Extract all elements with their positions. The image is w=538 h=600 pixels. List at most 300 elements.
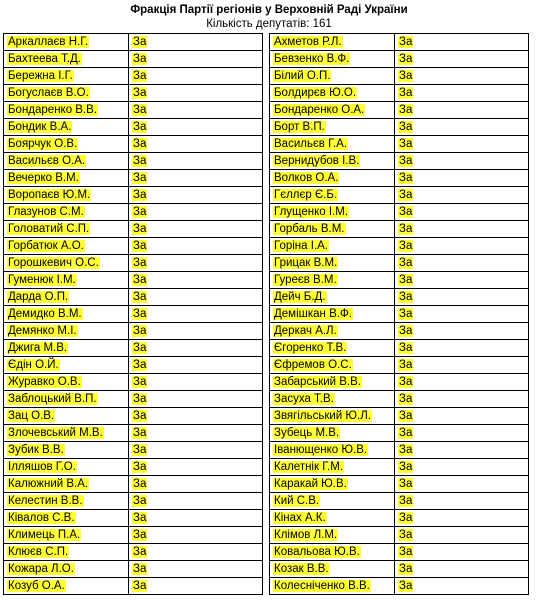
- vote-cell: [395, 323, 529, 340]
- table-row: [4, 306, 263, 323]
- vote-value: За: [133, 546, 147, 558]
- deputy-name-cell: [270, 34, 395, 51]
- vote-value: За: [399, 410, 413, 422]
- deputy-name: Єфремов О.С.: [274, 359, 352, 371]
- deputy-name: Кожара Л.О.: [8, 563, 74, 575]
- table-row: [270, 119, 529, 136]
- deputy-name-cell: [4, 136, 129, 153]
- vote-value: За: [399, 53, 413, 65]
- vote-value: За: [399, 308, 413, 320]
- vote-value: За: [399, 359, 413, 371]
- vote-value: За: [399, 325, 413, 337]
- deputy-name-cell: [270, 204, 395, 221]
- vote-value: За: [399, 189, 413, 201]
- deputy-name: Головатий С.П.: [8, 223, 90, 235]
- deputy-name-cell: [4, 408, 129, 425]
- deputy-name: Зубець М.В.: [274, 427, 340, 439]
- vote-value: За: [133, 410, 147, 422]
- table-row: [4, 442, 263, 459]
- left-vote-table: [3, 33, 263, 595]
- deputy-name-cell: [270, 391, 395, 408]
- vote-value: За: [399, 393, 413, 405]
- vote-cell: [129, 578, 263, 595]
- table-row: [4, 272, 263, 289]
- table-row: [4, 136, 263, 153]
- table-row: [270, 340, 529, 357]
- deputy-name: Васильєв Г.А.: [274, 138, 347, 150]
- table-row: [270, 578, 529, 595]
- deputy-name: Бахтеева Т.Д.: [8, 53, 81, 65]
- table-row: [4, 204, 263, 221]
- table-row: [270, 442, 529, 459]
- vote-value: За: [399, 36, 413, 48]
- deputy-name-cell: [270, 425, 395, 442]
- deputy-name: Болдирєв Ю.О.: [274, 87, 357, 99]
- vote-value: За: [399, 274, 413, 286]
- vote-cell: [129, 187, 263, 204]
- right-vote-table: [269, 33, 529, 595]
- deputy-name: Кінах А.К.: [274, 512, 326, 524]
- deputy-name: Клімов Л.М.: [274, 529, 338, 541]
- vote-cell: [395, 340, 529, 357]
- deputy-name-cell: [4, 527, 129, 544]
- vote-cell: [129, 374, 263, 391]
- vote-cell: [395, 527, 529, 544]
- vote-cell: [395, 493, 529, 510]
- deputy-name-cell: [270, 170, 395, 187]
- deputy-name-cell: [4, 221, 129, 238]
- vote-value: За: [399, 240, 413, 252]
- vote-cell: [395, 119, 529, 136]
- vote-cell: [129, 255, 263, 272]
- vote-cell: [129, 289, 263, 306]
- deputy-name-cell: [4, 374, 129, 391]
- vote-value: За: [399, 291, 413, 303]
- vote-value: За: [399, 87, 413, 99]
- table-row: [4, 493, 263, 510]
- deputy-name: Забарський В.В.: [274, 376, 362, 388]
- deputy-name-cell: [4, 153, 129, 170]
- table-row: [4, 289, 263, 306]
- deputy-name-cell: [270, 561, 395, 578]
- vote-value: За: [133, 427, 147, 439]
- vote-cell: [129, 102, 263, 119]
- table-row: [4, 510, 263, 527]
- deputy-count: Кількість депутатів: 161: [206, 18, 332, 30]
- vote-cell: [395, 425, 529, 442]
- vote-value: За: [133, 291, 147, 303]
- table-row: [4, 153, 263, 170]
- deputy-name: Бондаренко О.А.: [274, 104, 365, 116]
- vote-cell: [129, 476, 263, 493]
- deputy-name: Волков О.А.: [274, 172, 339, 184]
- vote-value: За: [133, 495, 147, 507]
- vote-value: За: [399, 104, 413, 116]
- table-row: [270, 102, 529, 119]
- deputy-name-cell: [270, 527, 395, 544]
- vote-value: За: [133, 172, 147, 184]
- vote-cell: [395, 136, 529, 153]
- table-row: [270, 374, 529, 391]
- deputy-name-cell: [270, 510, 395, 527]
- vote-cell: [395, 272, 529, 289]
- table-row: [270, 68, 529, 85]
- vote-cell: [129, 340, 263, 357]
- table-row: [4, 408, 263, 425]
- vote-cell: [129, 459, 263, 476]
- deputy-name-cell: [4, 85, 129, 102]
- deputy-name-cell: [270, 442, 395, 459]
- vote-value: За: [133, 393, 147, 405]
- vote-value: За: [133, 529, 147, 541]
- table-row: [4, 238, 263, 255]
- vote-cell: [395, 51, 529, 68]
- vote-value: За: [399, 172, 413, 184]
- vote-cell: [395, 85, 529, 102]
- deputy-name-cell: [4, 340, 129, 357]
- table-row: [4, 68, 263, 85]
- deputy-name: Єдін О.Й.: [8, 359, 59, 371]
- vote-cell: [129, 51, 263, 68]
- vote-value: За: [133, 121, 147, 133]
- vote-value: За: [399, 512, 413, 524]
- deputy-name: Дарда О.П.: [8, 291, 69, 303]
- vote-cell: [129, 221, 263, 238]
- vote-value: За: [399, 121, 413, 133]
- vote-cell: [129, 85, 263, 102]
- deputy-name: Ілляшов Г.О.: [8, 461, 76, 473]
- vote-value: За: [133, 189, 147, 201]
- vote-value: За: [133, 155, 147, 167]
- table-row: [4, 357, 263, 374]
- deputy-name-cell: [270, 187, 395, 204]
- vote-cell: [129, 153, 263, 170]
- vote-value: За: [399, 427, 413, 439]
- deputy-name-cell: [4, 561, 129, 578]
- vote-value: За: [133, 87, 147, 99]
- deputy-name: Деркач А.Л.: [274, 325, 337, 337]
- deputy-name: Засуха Т.В.: [274, 393, 334, 405]
- deputy-name: Калетнік Г.М.: [274, 461, 344, 473]
- vote-cell: [129, 544, 263, 561]
- table-row: [4, 323, 263, 340]
- deputy-name: Богуслаєв В.О.: [8, 87, 89, 99]
- deputy-name: Борт В.П.: [274, 121, 325, 133]
- table-row: [4, 578, 263, 595]
- table-row: [4, 51, 263, 68]
- deputy-name: Калюжний В.А.: [8, 478, 89, 490]
- vote-cell: [129, 442, 263, 459]
- vote-cell: [395, 68, 529, 85]
- vote-cell: [129, 510, 263, 527]
- vote-value: За: [399, 478, 413, 490]
- deputy-name-cell: [270, 85, 395, 102]
- vote-value: За: [133, 36, 147, 48]
- vote-cell: [395, 544, 529, 561]
- vote-cell: [129, 136, 263, 153]
- vote-value: За: [399, 376, 413, 388]
- vote-cell: [129, 357, 263, 374]
- deputy-name-cell: [270, 255, 395, 272]
- table-row: [270, 51, 529, 68]
- table-row: [4, 102, 263, 119]
- deputy-name: Глущенко І.М.: [274, 206, 349, 218]
- table-row: [4, 561, 263, 578]
- deputy-name: Бондаренко В.В.: [8, 104, 98, 116]
- deputy-name: Боярчук О.В.: [8, 138, 78, 150]
- vote-cell: [129, 119, 263, 136]
- deputy-name-cell: [4, 34, 129, 51]
- vote-cell: [395, 170, 529, 187]
- table-row: [4, 391, 263, 408]
- table-row: [270, 238, 529, 255]
- table-row: [270, 34, 529, 51]
- deputy-name: Горіна І.А.: [274, 240, 329, 252]
- deputy-name-cell: [270, 102, 395, 119]
- vote-value: За: [399, 580, 413, 592]
- vote-cell: [395, 578, 529, 595]
- deputy-name-cell: [270, 136, 395, 153]
- vote-value: За: [133, 444, 147, 456]
- vote-cell: [395, 34, 529, 51]
- deputy-name-cell: [4, 510, 129, 527]
- deputy-name-cell: [270, 493, 395, 510]
- deputy-name: Козуб О.А.: [8, 580, 65, 592]
- deputy-name: Клюєв С.П.: [8, 546, 69, 558]
- vote-value: За: [133, 478, 147, 490]
- deputy-name-cell: [270, 306, 395, 323]
- deputy-name: Заблоцький В.П.: [8, 393, 97, 405]
- deputy-name: Каракай Ю.В.: [274, 478, 347, 490]
- vote-value: За: [133, 240, 147, 252]
- table-row: [270, 459, 529, 476]
- deputy-name: Горбаль В.М.: [274, 223, 345, 235]
- vote-value: За: [133, 359, 147, 371]
- deputy-name-cell: [270, 374, 395, 391]
- vote-cell: [395, 510, 529, 527]
- deputy-name: Бевзенко В.Ф.: [274, 53, 350, 65]
- vote-cell: [395, 187, 529, 204]
- table-row: [270, 170, 529, 187]
- vote-value: За: [399, 495, 413, 507]
- table-row: [270, 255, 529, 272]
- vote-cell: [129, 170, 263, 187]
- table-row: [4, 170, 263, 187]
- deputy-name: Звягільський Ю.Л.: [274, 410, 371, 422]
- vote-cell: [395, 238, 529, 255]
- vote-cell: [129, 238, 263, 255]
- deputy-name: Воропаєв Ю.М.: [8, 189, 91, 201]
- deputy-name-cell: [270, 476, 395, 493]
- deputy-name-cell: [4, 357, 129, 374]
- vote-cell: [129, 272, 263, 289]
- table-row: [270, 408, 529, 425]
- vote-cell: [395, 204, 529, 221]
- vote-value: За: [399, 546, 413, 558]
- deputy-name: Аркаллаєв Н.Г.: [8, 36, 89, 48]
- table-row: [4, 119, 263, 136]
- deputy-name: Гєллєр Є.Б.: [274, 189, 338, 201]
- deputy-name-cell: [4, 493, 129, 510]
- deputy-name: Вечерко В.М.: [8, 172, 79, 184]
- deputy-name: Вернидубов І.В.: [274, 155, 360, 167]
- table-row: [4, 459, 263, 476]
- deputy-name: Злочевський М.В.: [8, 427, 103, 439]
- deputy-name: Демянко М.І.: [8, 325, 77, 337]
- table-row: [4, 527, 263, 544]
- deputy-name: Глазунов С.М.: [8, 206, 84, 218]
- table-row: [270, 204, 529, 221]
- vote-cell: [129, 306, 263, 323]
- deputy-name-cell: [270, 272, 395, 289]
- table-row: [270, 476, 529, 493]
- vote-cell: [395, 221, 529, 238]
- table-row: [4, 187, 263, 204]
- deputy-name-cell: [4, 187, 129, 204]
- vote-tables: [0, 33, 538, 593]
- table-row: [270, 289, 529, 306]
- deputy-name-cell: [4, 391, 129, 408]
- deputy-name: Білий О.П.: [274, 70, 331, 82]
- vote-value: За: [133, 223, 147, 235]
- deputy-name-cell: [4, 459, 129, 476]
- table-row: [270, 425, 529, 442]
- deputy-name: Зац О.В.: [8, 410, 55, 422]
- deputy-name: Ківалов С.В.: [8, 512, 75, 524]
- deputy-name-cell: [4, 425, 129, 442]
- table-row: [270, 221, 529, 238]
- deputy-name-cell: [270, 459, 395, 476]
- vote-value: За: [133, 138, 147, 150]
- deputy-name-cell: [270, 408, 395, 425]
- table-row: [4, 374, 263, 391]
- vote-cell: [129, 493, 263, 510]
- vote-value: За: [399, 342, 413, 354]
- deputy-name: Горбатюк А.О.: [8, 240, 84, 252]
- vote-value: За: [133, 70, 147, 82]
- deputy-name: Васильєв О.А.: [8, 155, 86, 167]
- deputy-name: Ахметов Р.Л.: [274, 36, 342, 48]
- vote-value: За: [133, 325, 147, 337]
- deputy-name: Зубик В.В.: [8, 444, 64, 456]
- table-row: [270, 272, 529, 289]
- deputy-name-cell: [270, 289, 395, 306]
- table-row: [270, 136, 529, 153]
- vote-cell: [395, 442, 529, 459]
- deputy-name-cell: [4, 306, 129, 323]
- vote-cell: [129, 323, 263, 340]
- table-row: [270, 153, 529, 170]
- deputy-name: Іванющенко Ю.В.: [274, 444, 368, 456]
- vote-cell: [129, 34, 263, 51]
- vote-value: За: [399, 529, 413, 541]
- vote-cell: [395, 306, 529, 323]
- deputy-name-cell: [270, 340, 395, 357]
- deputy-name: Єгоренко Т.В.: [274, 342, 347, 354]
- vote-value: За: [133, 104, 147, 116]
- deputy-name-cell: [270, 221, 395, 238]
- deputy-name-cell: [4, 476, 129, 493]
- table-row: [270, 561, 529, 578]
- deputy-name-cell: [4, 204, 129, 221]
- vote-value: За: [399, 461, 413, 473]
- table-row: [4, 85, 263, 102]
- table-row: [270, 544, 529, 561]
- vote-value: За: [399, 444, 413, 456]
- vote-value: За: [399, 155, 413, 167]
- deputy-name-cell: [4, 578, 129, 595]
- deputy-name-cell: [4, 102, 129, 119]
- vote-value: За: [133, 563, 147, 575]
- vote-cell: [395, 561, 529, 578]
- deputy-name: Горошкевич О.С.: [8, 257, 99, 269]
- deputy-name: Гуреєв В.М.: [274, 274, 337, 286]
- deputy-name-cell: [270, 544, 395, 561]
- deputy-name: Гуменюк І.М.: [8, 274, 76, 286]
- deputy-name: Колесніченко В.В.: [274, 580, 370, 592]
- deputy-name-cell: [270, 578, 395, 595]
- table-row: [4, 425, 263, 442]
- deputy-name: Келестин В.В.: [8, 495, 83, 507]
- table-row: [270, 306, 529, 323]
- document-title: Фракція Партії регіонів у Верховній Раді України: [130, 4, 408, 16]
- vote-value: За: [133, 257, 147, 269]
- deputy-name-cell: [270, 153, 395, 170]
- deputy-name-cell: [270, 119, 395, 136]
- vote-cell: [395, 289, 529, 306]
- table-row: [4, 476, 263, 493]
- table-row: [4, 221, 263, 238]
- deputy-name-cell: [4, 544, 129, 561]
- deputy-name-cell: [4, 323, 129, 340]
- vote-value: За: [133, 376, 147, 388]
- vote-cell: [395, 408, 529, 425]
- deputy-name: Ковальова Ю.В.: [274, 546, 360, 558]
- deputy-name: Кий С.В.: [274, 495, 320, 507]
- vote-cell: [395, 391, 529, 408]
- deputy-name-cell: [4, 170, 129, 187]
- deputy-name-cell: [270, 238, 395, 255]
- deputy-name: Грицак В.М.: [274, 257, 338, 269]
- table-row: [270, 391, 529, 408]
- deputy-name: Дейч Б.Д.: [274, 291, 326, 303]
- vote-cell: [395, 357, 529, 374]
- table-row: [270, 357, 529, 374]
- vote-value: За: [399, 206, 413, 218]
- deputy-name-cell: [4, 272, 129, 289]
- vote-value: За: [133, 580, 147, 592]
- vote-cell: [395, 102, 529, 119]
- deputy-name: Климець П.А.: [8, 529, 81, 541]
- table-row: [270, 85, 529, 102]
- deputy-name-cell: [4, 289, 129, 306]
- deputy-name-cell: [270, 323, 395, 340]
- vote-value: За: [133, 461, 147, 473]
- table-row: [270, 187, 529, 204]
- vote-cell: [395, 459, 529, 476]
- vote-cell: [395, 153, 529, 170]
- vote-cell: [395, 374, 529, 391]
- table-row: [4, 544, 263, 561]
- deputy-name-cell: [270, 68, 395, 85]
- vote-value: За: [133, 274, 147, 286]
- table-row: [270, 527, 529, 544]
- vote-value: За: [399, 138, 413, 150]
- deputy-name: Журавко О.В.: [8, 376, 81, 388]
- deputy-name-cell: [270, 51, 395, 68]
- vote-value: За: [133, 206, 147, 218]
- table-row: [4, 255, 263, 272]
